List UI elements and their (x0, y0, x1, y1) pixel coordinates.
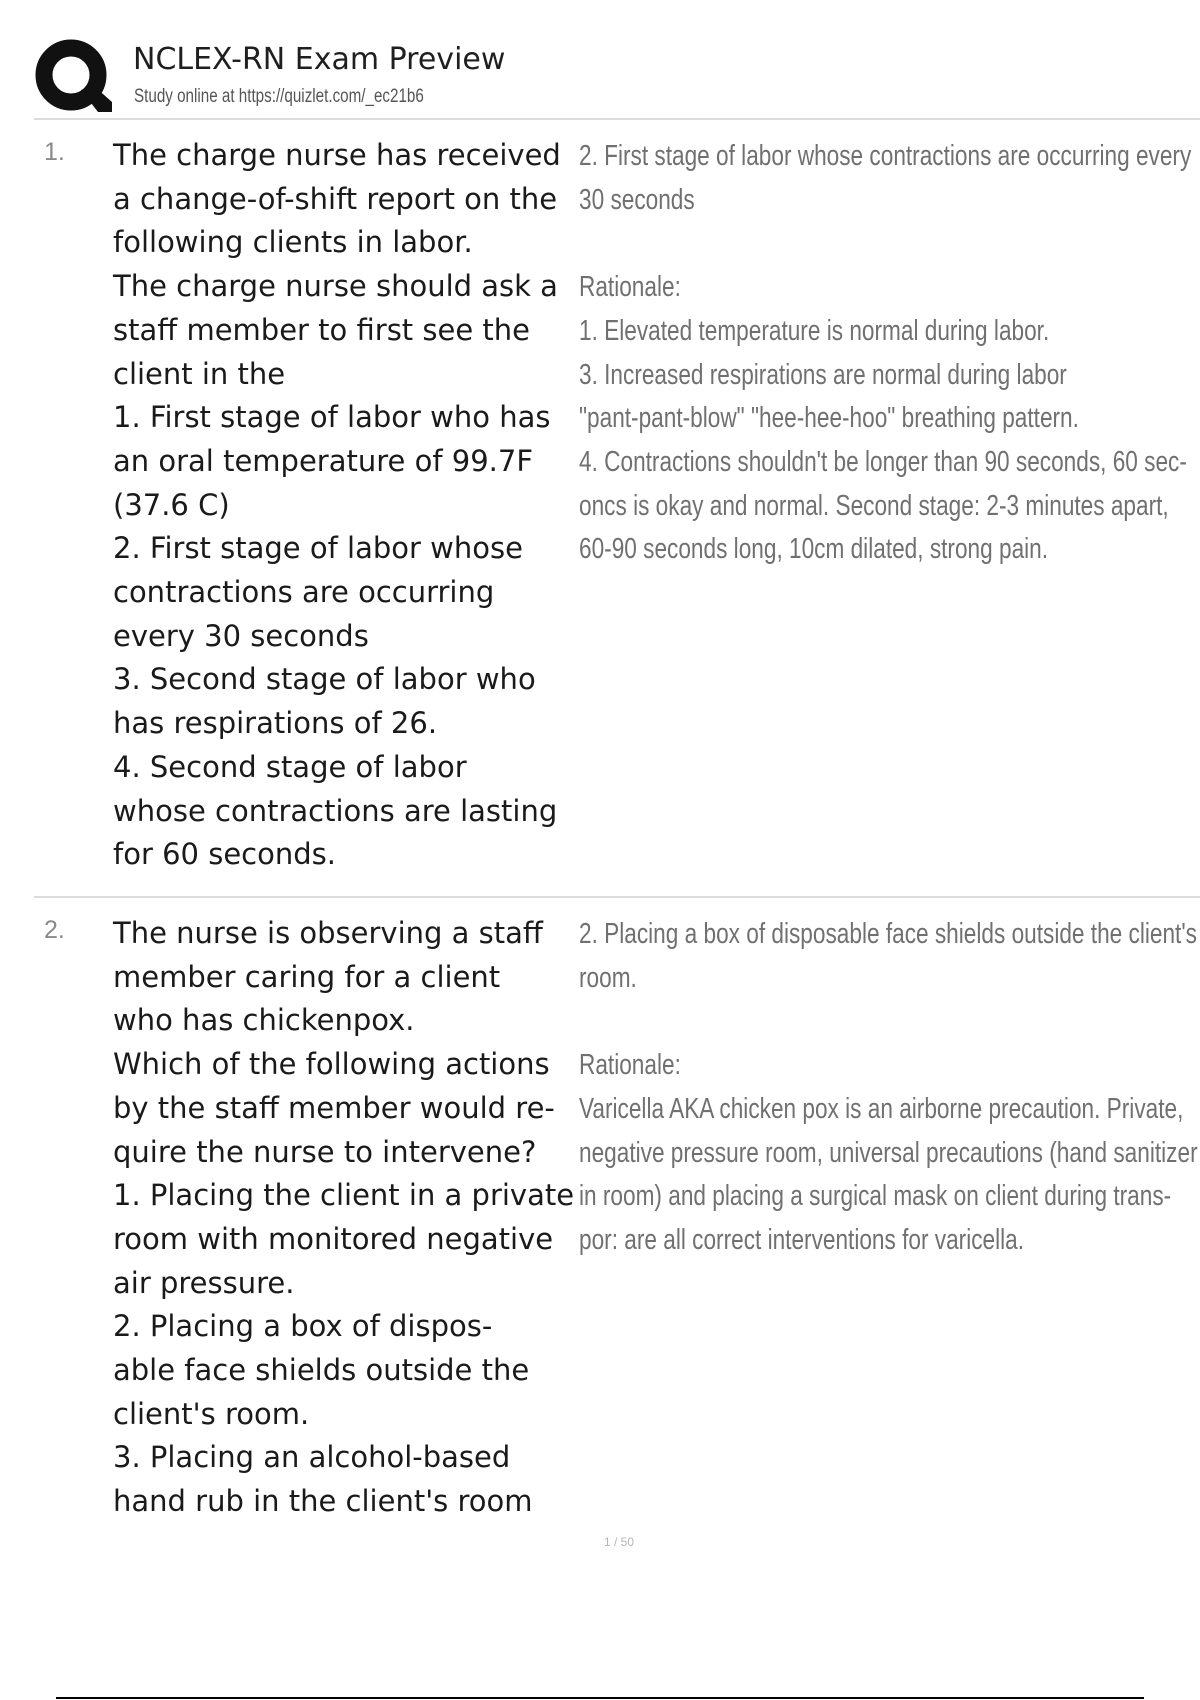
answer-line: 2. Placing a box of disposable face shields outside the client's (579, 918, 1197, 950)
answer-text (579, 135, 1199, 572)
answer-line: negative pressure room, universal precautions (hand sanitizer (579, 1136, 1198, 1169)
question-line: hand rub in the client's room (113, 1484, 533, 1519)
answer-line: por: are all correct interventions for varicella. (579, 1223, 1025, 1256)
question-line: 4. Second stage of labor (113, 749, 467, 784)
question-line: 3. Second stage of labor who (113, 662, 536, 697)
answer-line: room. (579, 961, 637, 994)
quizlet-logo-icon (34, 38, 112, 118)
answer-line: Varicella AKA chicken pox is an airborne precaution. Private, (579, 1092, 1184, 1125)
header (34, 34, 1200, 120)
question-line: 1. Placing the client in a private (113, 1178, 575, 1213)
question-line: quire the nurse to intervene? (113, 1134, 537, 1169)
answer-line: 2. First stage of labor whose contractions are occurring every (579, 140, 1192, 172)
answer-spacer (579, 1000, 1063, 1044)
question-line: The charge nurse has received (113, 138, 561, 172)
answer-line: 4. Contractions shouldn't be longer than 90 seconds, 60 sec- (579, 445, 1187, 478)
divider (34, 118, 1200, 120)
flashcard (34, 912, 1200, 1632)
page-title: NCLEX-RN Exam Preview (133, 42, 506, 77)
page-bottom-divider (56, 1697, 1144, 1699)
question-line: Which of the following actions (113, 1047, 550, 1082)
question-line: room with monitored negative (113, 1221, 554, 1256)
question-line: an oral temperature of 99.7F (113, 443, 534, 478)
question-line: client's room. (113, 1396, 310, 1431)
question-text (113, 912, 613, 1524)
question-line: 2. Placing a box of dispos- (113, 1309, 493, 1344)
card-number: 1. (44, 138, 65, 166)
answer-line: 30 seconds (579, 183, 695, 216)
question-line: every 30 seconds (113, 618, 369, 653)
question-line: air pressure. (113, 1265, 295, 1300)
answer-line: oncs is okay and normal. Second stage: 2-3 minutes apart, (579, 489, 1169, 522)
answer-line: "pant-pant-blow" "hee-hee-hoo" breathing pattern. (579, 402, 1079, 435)
question-line: client in the (113, 356, 286, 391)
question-line: who has chickenpox. (113, 1003, 415, 1038)
question-line: (37.6 C) (113, 487, 230, 522)
question-line: for 60 seconds. (113, 837, 336, 872)
flashcard (34, 134, 1200, 894)
rationale-heading: Rationale: (579, 1049, 681, 1082)
question-line: 2. First stage of labor whose (113, 531, 523, 566)
question-line: by the staff member would re- (113, 1090, 555, 1125)
card-number: 2. (44, 916, 65, 944)
question-line: The charge nurse should ask a (113, 269, 558, 304)
question-line: able face shields outside the (113, 1353, 530, 1388)
page-number: 1 / 50 (604, 1535, 635, 1549)
question-line: a change-of-shift report on the (113, 181, 558, 216)
question-line: 3. Placing an alcohol-based (113, 1440, 511, 1475)
question-line: following clients in labor. (113, 225, 473, 260)
question-text (113, 134, 613, 877)
answer-line: 1. Elevated temperature is normal during labor. (579, 314, 1050, 347)
rationale-heading: Rationale: (579, 271, 681, 304)
question-line: member caring for a client (113, 959, 501, 994)
answer-line: in room) and placing a surgical mask on client during trans- (579, 1180, 1172, 1213)
answer-line: 60-90 seconds long, 10cm dilated, strong pain. (579, 533, 1049, 566)
answer-text (579, 913, 1199, 1263)
answer-line: 3. Increased respirations are normal during labor (579, 358, 1067, 391)
question-line: staff member to first see the (113, 312, 531, 347)
answer-spacer (579, 222, 1063, 266)
study-online-link[interactable]: Study online at https://quizlet.com/_ec21b6 (134, 86, 424, 107)
question-line: The nurse is observing a staff (113, 916, 543, 950)
question-line: 1. First stage of labor who has (113, 400, 551, 435)
question-line: contractions are occurring (113, 575, 495, 610)
question-line: has respirations of 26. (113, 706, 438, 741)
divider (34, 896, 1200, 898)
question-line: whose contractions are lasting (113, 793, 558, 828)
